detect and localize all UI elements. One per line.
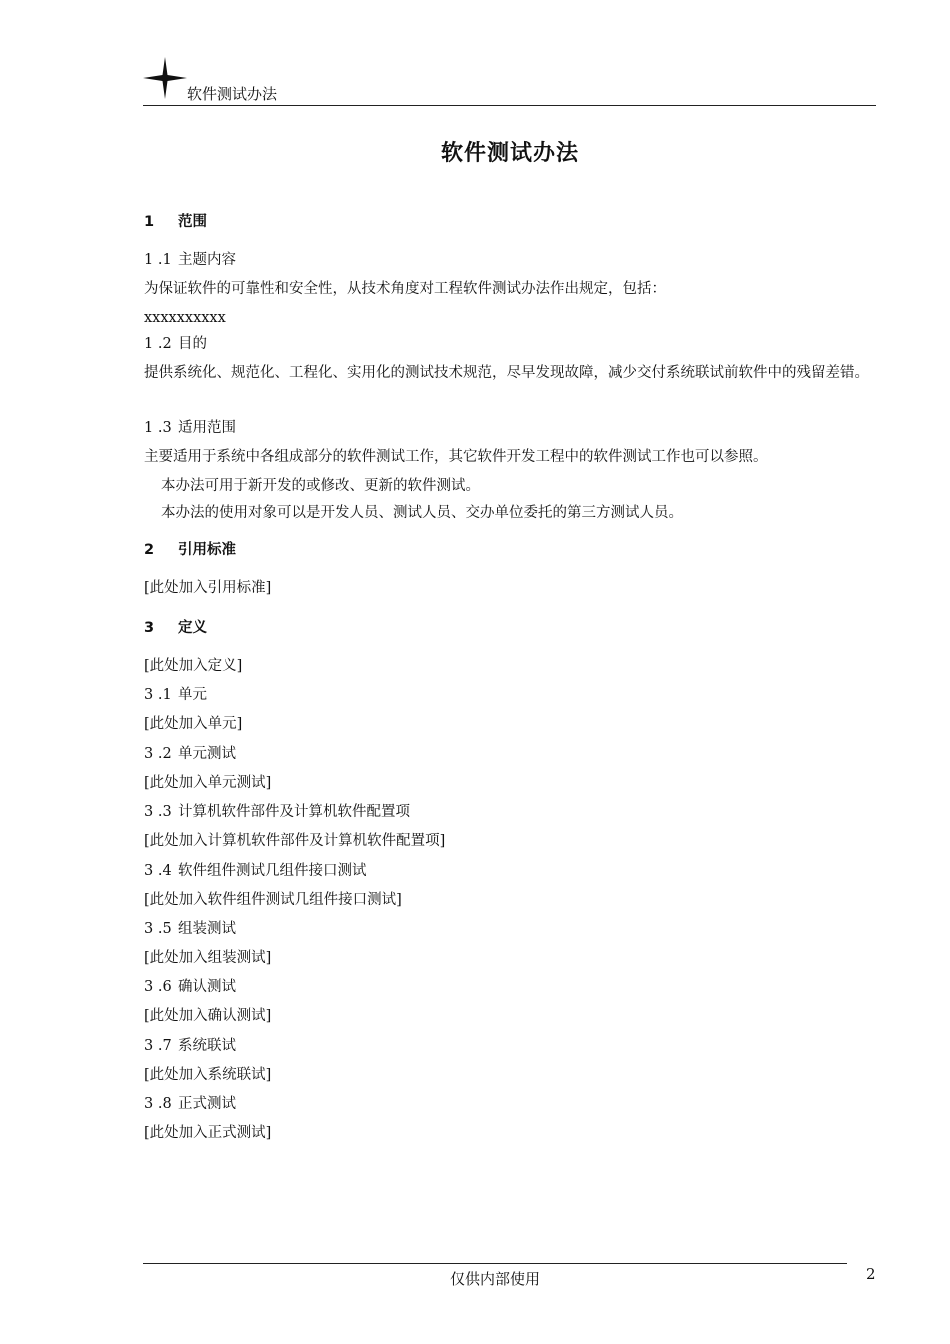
paragraph: [此处加入组装测试]: [144, 950, 272, 966]
section-2-heading: 2 引用标准: [144, 542, 236, 558]
star-logo-icon: [143, 57, 187, 99]
paragraph: 主要适用于系统中各组成部分的软件测试工作，其它软件开发工程中的软件测试工作也可以参照。: [144, 449, 768, 465]
paragraph: 提供系统化、规范化、工程化、实用化的测试技术规范，尽早发现故障，减少交付系统联试前软件中的残留差错。: [144, 365, 869, 381]
paragraph: [此处加入计算机软件部件及计算机软件配置项]: [144, 833, 446, 849]
section-1-heading: 1 范围: [144, 214, 207, 230]
header-title: 软件测试办法: [187, 85, 278, 103]
section-3-8-heading: 3 .8 正式测试: [144, 1096, 236, 1112]
footer-text: 仅供内部使用: [449, 1270, 540, 1288]
paragraph: [此处加入引用标准]: [144, 580, 272, 596]
section-3-3-heading: 3 .3 计算机软件部件及计算机软件配置项: [144, 804, 410, 820]
paragraph: [此处加入正式测试]: [144, 1125, 272, 1141]
section-1-2-heading: 1 .2 目的: [144, 336, 207, 352]
paragraph: [此处加入定义]: [144, 658, 243, 674]
section-3-heading: 3 定义: [144, 620, 207, 636]
paragraph: [此处加入单元测试]: [144, 775, 272, 791]
paragraph: xxxxxxxxxx: [144, 310, 226, 326]
paragraph: [此处加入单元]: [144, 716, 243, 732]
section-1-1-heading: 1 .1 主题内容: [144, 252, 236, 268]
footer-divider: [143, 1263, 847, 1264]
paragraph: [此处加入软件组件测试几组件接口测试]: [144, 892, 402, 908]
paragraph: 本办法的使用对象可以是开发人员、测试人员、交办单位委托的第三方测试人员。: [161, 505, 683, 521]
document-title: 软件测试办法: [440, 141, 579, 166]
section-3-1-heading: 3 .1 单元: [144, 687, 207, 703]
section-3-5-heading: 3 .5 组装测试: [144, 921, 236, 937]
section-3-2-heading: 3 .2 单元测试: [144, 746, 236, 762]
section-3-6-heading: 3 .6 确认测试: [144, 979, 236, 995]
paragraph: 本办法可用于新开发的或修改、更新的软件测试。: [161, 478, 480, 494]
page-header: [143, 55, 876, 106]
section-3-7-heading: 3 .7 系统联试: [144, 1038, 236, 1054]
paragraph: [此处加入确认测试]: [144, 1008, 272, 1024]
section-1-3-heading: 1 .3 适用范围: [144, 420, 236, 436]
paragraph: [此处加入系统联试]: [144, 1067, 272, 1083]
paragraph: 为保证软件的可靠性和安全性，从技术角度对工程软件测试办法作出规定，包括：: [144, 281, 666, 297]
page-number: 2: [866, 1265, 876, 1283]
section-3-4-heading: 3 .4 软件组件测试几组件接口测试: [144, 863, 367, 879]
